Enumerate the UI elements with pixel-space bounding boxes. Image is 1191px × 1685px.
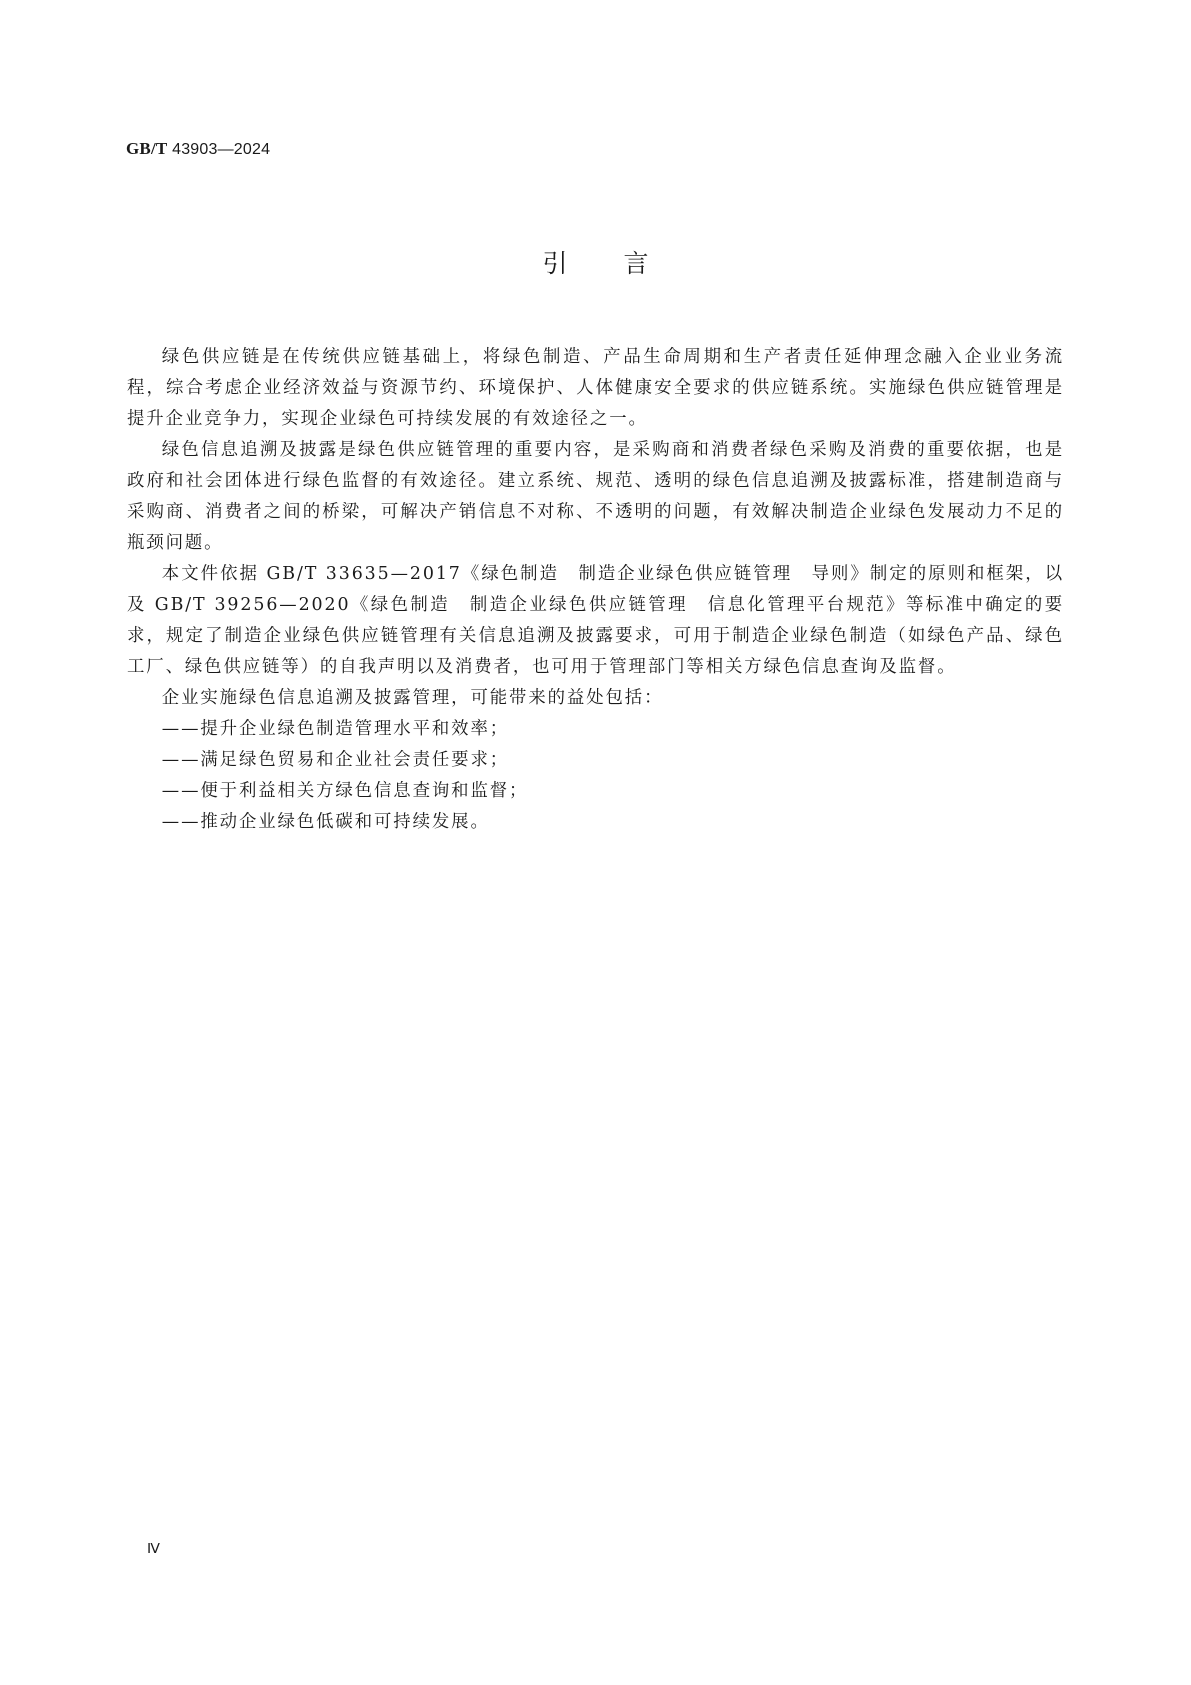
paragraph-information-disclosure: 绿色信息追溯及披露是绿色供应链管理的重要内容，是采购商和消费者绿色采购及消费的重要依据，也是政府和社会团体进行绿色监督的有效途径。建立系统、规范、透明的绿色信息追溯及披露标准，搭建制造商与采购商、消费者之间的桥梁，可解决产销信息不对称、不透明的问题，有效解决制造企业绿色发展动力不足的瓶颈问题。 [127,440,1064,553]
introduction-body [127,342,1064,838]
standard-number [126,139,270,159]
paragraph-benefits-intro: 企业实施绿色信息追溯及披露管理，可能带来的益处包括： [161,688,664,708]
page-number: Ⅳ [147,1542,160,1557]
benefit-item: ——满足绿色贸易和企业社会责任要求； [161,750,510,770]
standard-code: 43903—2024 [172,141,271,158]
benefit-item: ——推动企业绿色低碳和可持续发展。 [161,812,490,832]
section-title: 引言 [542,249,705,278]
benefit-item: ——便于利益相关方绿色信息查询和监督； [161,781,529,801]
paragraph-green-supply-chain: 绿色供应链是在传统供应链基础上，将绿色制造、产品生命周期和生产者责任延伸理念融入企业业务流程，综合考虑企业经济效益与资源节约、环境保护、人体健康安全要求的供应链系统。实施绿色供应链管理是提升企业竞争力，实现企业绿色可持续发展的有效途径之一。 [127,347,1064,429]
benefit-item: ——提升企业绿色制造管理水平和效率； [161,719,510,739]
standard-prefix: GB/T [126,139,168,158]
paragraph-basis-standards: 本文件依据 GB/T 33635—2017《绿色制造 制造企业绿色供应链管理 导则》制定的原则和框架，以及 GB/T 39256—2020《绿色制造 制造企业绿色供应链管理 信息化管理平台规范》等标准中确定的要求，规定了制造企业绿色供应链管理有关信息追溯及披露要求，可用于制造企业绿色制造（如绿色产品、绿色工厂、绿色供应链等）的自我声明以及消费者，也可用于管理部门等相关方绿色信息查询及监督。 [127,564,1064,677]
